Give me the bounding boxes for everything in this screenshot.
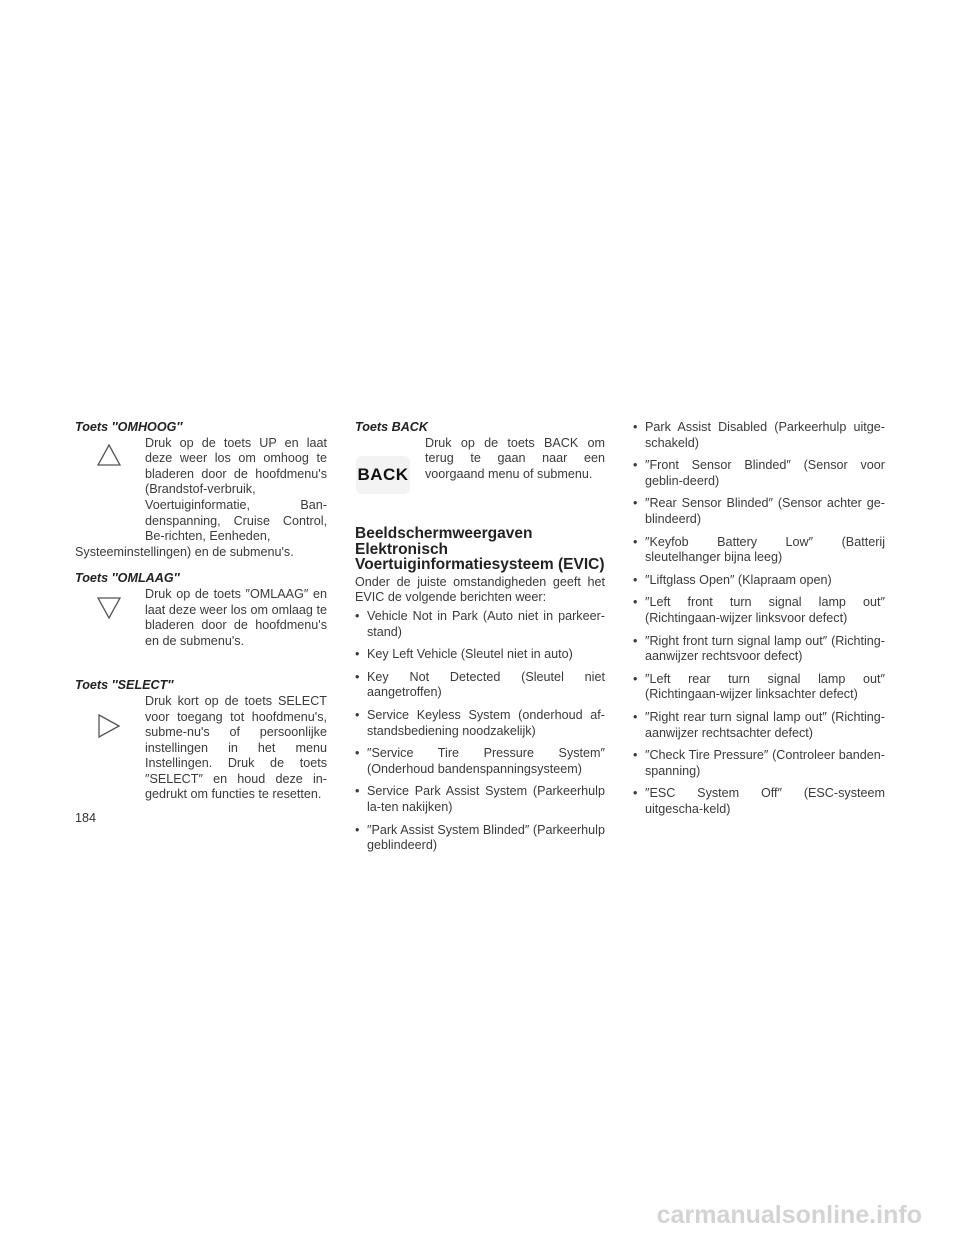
back-key-description: Druk op de toets BACK om terug te gaan naar een voorgaand menu of submenu. <box>425 435 605 481</box>
watermark: carmanualsonline.info <box>656 1201 922 1230</box>
back-key-title: Toets BACK <box>355 420 428 434</box>
list-item: • ″Rear Sensor Blinded″ (Sensor achter ge-blindeerd) <box>633 496 885 527</box>
list-item: • ″Park Assist System Blinded″ (Parkeerhulp geblindeerd) <box>355 823 605 854</box>
select-key-section <box>75 678 327 803</box>
down-key-description: Druk op de toets ″OMLAAG″ en laat deze weer los om omlaag te bladeren door de hoofdmenu's en de submenu's. <box>145 586 327 648</box>
list-item: • ″ESC System Off″ (ESC-systeem uitgescha-keld) <box>633 786 885 817</box>
list-item: • ″Left front turn signal lamp out″ (Richtingaan-wijzer linksvoor defect) <box>633 595 885 626</box>
middle-column <box>355 420 605 861</box>
list-item: • ″Keyfob Battery Low″ (Batterij sleutelhanger bijna leeg) <box>633 535 885 566</box>
up-arrow-icon <box>97 444 121 466</box>
list-item: • ″Front Sensor Blinded″ (Sensor voor geblin-deerd) <box>633 458 885 489</box>
list-item: • Park Assist Disabled (Parkeerhulp uitge-schakeld) <box>633 420 885 451</box>
up-key-description-tail: Systeeminstellingen) en de submenu's. <box>75 544 294 559</box>
right-arrow-icon <box>98 714 120 738</box>
back-key-section <box>355 420 605 482</box>
section-heading-line1: Beeldschermweergaven <box>355 525 533 543</box>
right-column <box>633 420 885 824</box>
list-item: • Service Park Assist System (Parkeerhulp la-ten nakijken) <box>355 784 605 815</box>
section-heading-line2: Elektronisch <box>355 540 449 558</box>
list-item: • ″Liftglass Open″ (Klapraam open) <box>633 573 885 589</box>
down-arrow-icon <box>97 597 121 619</box>
select-key-title: Toets ″SELECT″ <box>75 678 174 693</box>
up-key-section <box>75 420 327 560</box>
evic-message-list-2 <box>633 420 885 817</box>
back-button-icon <box>356 456 410 494</box>
list-item: • ″Left rear turn signal lamp out″ (Richtingaan-wijzer linksachter defect) <box>633 672 885 703</box>
select-key-description: Druk kort op de toets SELECT voor toegang tot hoofdmenu's, subme-nu's of persoonlijke instellingen in het menu Instellingen. Druk de toets ″SELECT″ en houd deze in-gedrukt om functies te resetten. <box>145 693 327 802</box>
list-item: • Vehicle Not in Park (Auto niet in parkeer-stand) <box>355 609 605 640</box>
section-heading-line3: Voertuiginformatiesysteem (EVIC) <box>355 556 605 574</box>
list-item: • ″Service Tire Pressure System″ (Onderhoud bandenspanningsysteem) <box>355 746 605 777</box>
list-item: • ″Right rear turn signal lamp out″ (Richting-aanwijzer rechtsachter defect) <box>633 710 885 741</box>
list-item: • ″Check Tire Pressure″ (Controleer banden-spanning) <box>633 748 885 779</box>
left-column <box>75 420 327 803</box>
up-key-title: Toets ″OMHOOG″ <box>75 420 183 434</box>
list-item: • ″Right front turn signal lamp out″ (Richting-aanwijzer rechtsvoor defect) <box>633 634 885 665</box>
list-item: • Key Not Detected (Sleutel niet aangetroffen) <box>355 670 605 701</box>
evic-message-list-1 <box>355 609 605 854</box>
down-key-section <box>75 571 327 649</box>
down-key-title: Toets ″OMLAAG″ <box>75 571 180 586</box>
section-heading <box>355 526 605 573</box>
list-item: • Key Left Vehicle (Sleutel niet in auto) <box>355 647 605 663</box>
page-number: 184 <box>75 811 97 825</box>
intro-paragraph: Onder de juiste omstandigheden geeft het EVIC de volgende berichten weer: <box>355 574 605 605</box>
up-key-description: Druk op de toets UP en laat deze weer los om omhoog te bladeren door de hoofdmenu's (Brandstof-verbruik, Voertuiginformatie, Ban-denspanning, Cruise Control, Be-richten, Eenheden, <box>145 435 327 544</box>
back-icon-label: BACK <box>357 464 409 484</box>
list-item: • Service Keyless System (onderhoud af-standsbediening noodzakelijk) <box>355 708 605 739</box>
